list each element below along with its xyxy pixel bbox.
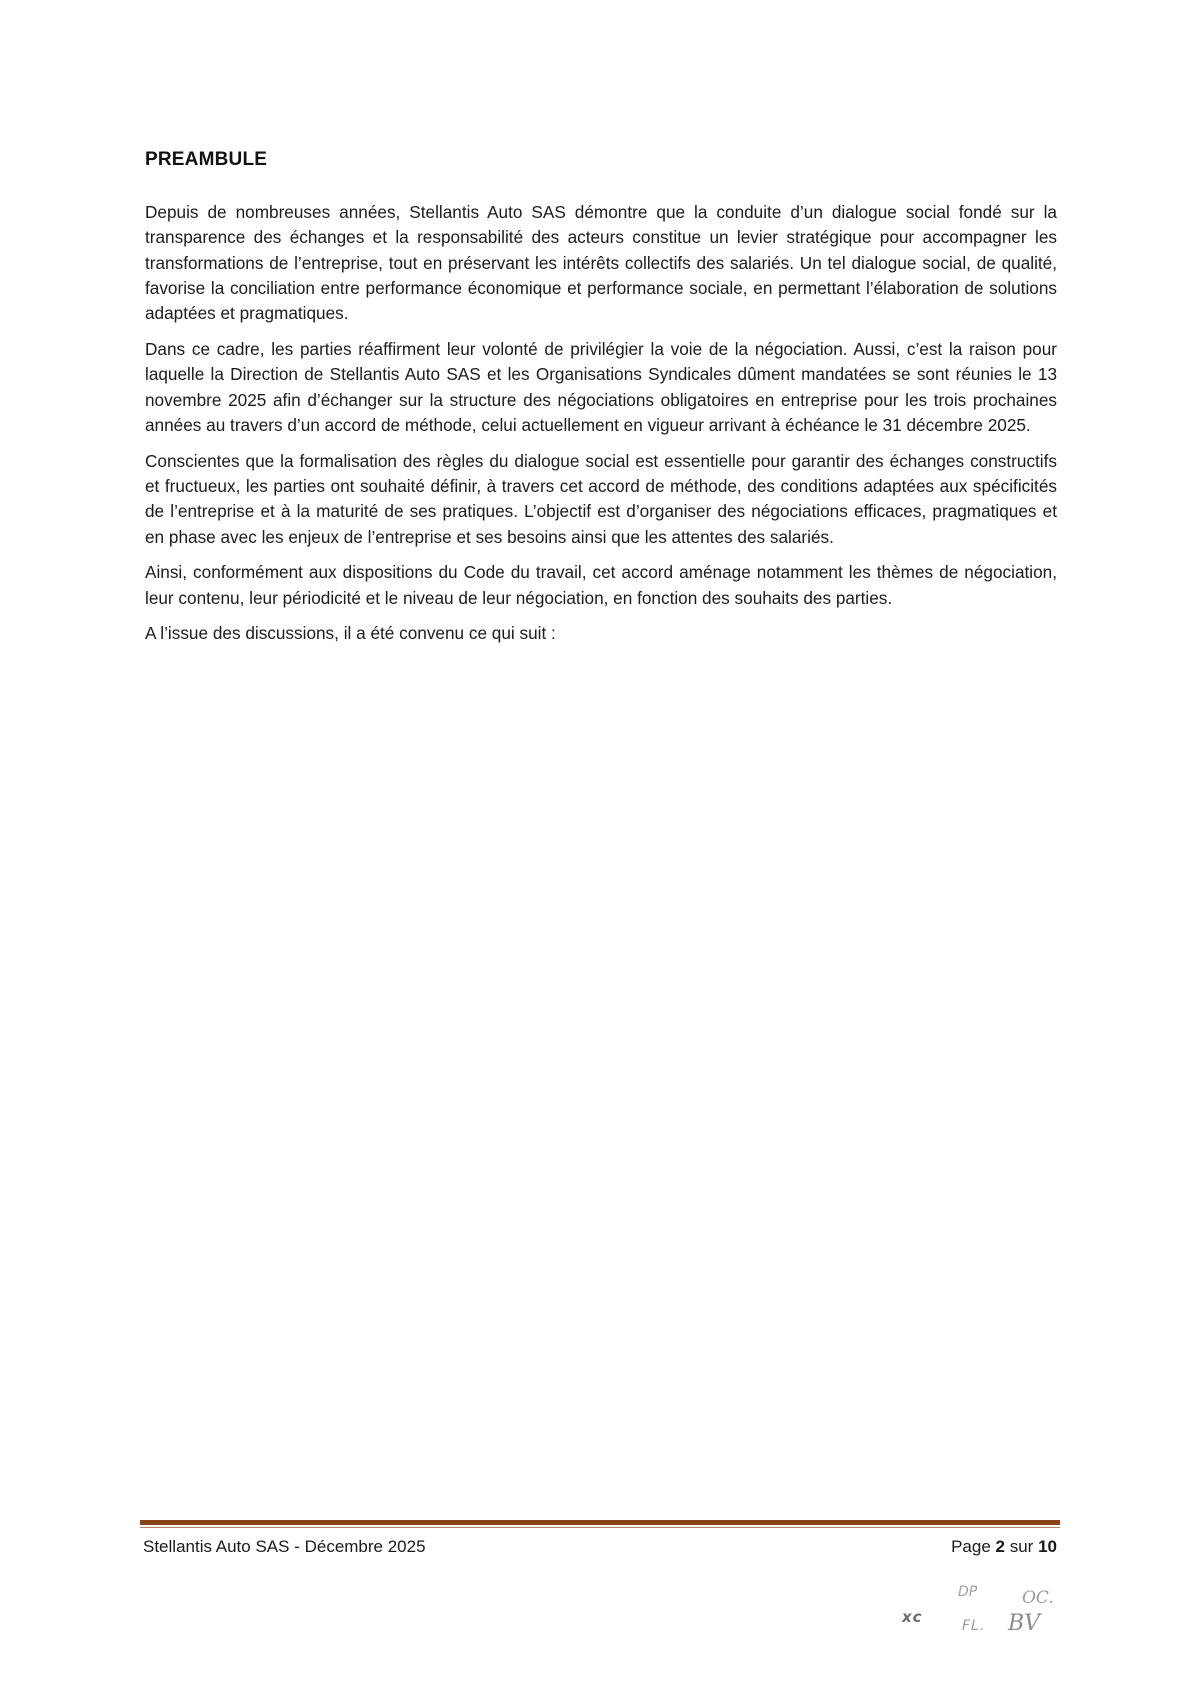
page-content <box>145 149 1057 657</box>
paragraph-2: Dans ce cadre, les parties réaffirment leur volonté de privilégier la voie de la négociation. Aussi, c’est la raison pour laquelle la Direction de Stellantis Auto SAS et les Organisations Syndicales dûment mandatées se sont réunies le 13 novembre 2025 afin d’échanger sur la structure des négociations obligatoires en entreprise pour les trois prochaines années au travers d’un accord de méthode, celui actuellement en vigueur arrivant à échéance le 31 décembre 2025. <box>145 338 1057 435</box>
page-number <box>951 1537 1057 1557</box>
initial-fl: FL. <box>962 1618 986 1634</box>
footer-rule-thin <box>140 1527 1060 1528</box>
handwritten-initials <box>880 1578 1080 1658</box>
initial-bv: BV <box>1008 1611 1041 1636</box>
initial-dp: DP <box>958 1584 978 1600</box>
initial-oc: OC. <box>1022 1588 1054 1608</box>
page-total: 10 <box>1038 1537 1057 1556</box>
footer-rule <box>140 1520 1060 1525</box>
page-current: 2 <box>995 1537 1005 1556</box>
paragraph-3: Conscientes que la formalisation des règles du dialogue social est essentielle pour garantir des échanges constructifs et fructueux, les parties ont souhaité définir, à travers cet accord de méthode, des conditions adaptées aux spécificités de l’entreprise et à la maturité de ses pratiques. L’objectif est d’organiser des négociations efficaces, pragmatiques et en phase avec les enjeux de l’entreprise et ses besoins ainsi que les attentes des salariés. <box>145 450 1057 547</box>
page-footer <box>143 1535 1057 1559</box>
paragraph-4: Ainsi, conformément aux dispositions du Code du travail, cet accord aménage notamment les thèmes de négociation, leur contenu, leur périodicité et le niveau de leur négociation, en fonction des souhaits des parties. <box>145 562 1057 608</box>
page-separator: sur <box>1009 1537 1034 1556</box>
section-heading: PREAMBULE <box>145 149 268 170</box>
footer-company-date: Stellantis Auto SAS - Décembre 2025 <box>143 1537 426 1556</box>
page-prefix: Page <box>951 1537 991 1556</box>
paragraph-closing: A l’issue des discussions, il a été convenu ce qui suit : <box>145 623 556 644</box>
paragraph-1: Depuis de nombreuses années, Stellantis Auto SAS démontre que la conduite d’un dialogue social fondé sur la transparence des échanges et la responsabilité des acteurs constitue un levier stratégique pour accompagner les transformations de l’entreprise, tout en préservant les intérêts collectifs des salariés. Un tel dialogue social, de qualité, favorise la conciliation entre performance économique et performance sociale, en permettant l’élaboration de solutions adaptées et pragmatiques. <box>145 202 1057 324</box>
initial-xc: xc <box>902 1608 923 1626</box>
